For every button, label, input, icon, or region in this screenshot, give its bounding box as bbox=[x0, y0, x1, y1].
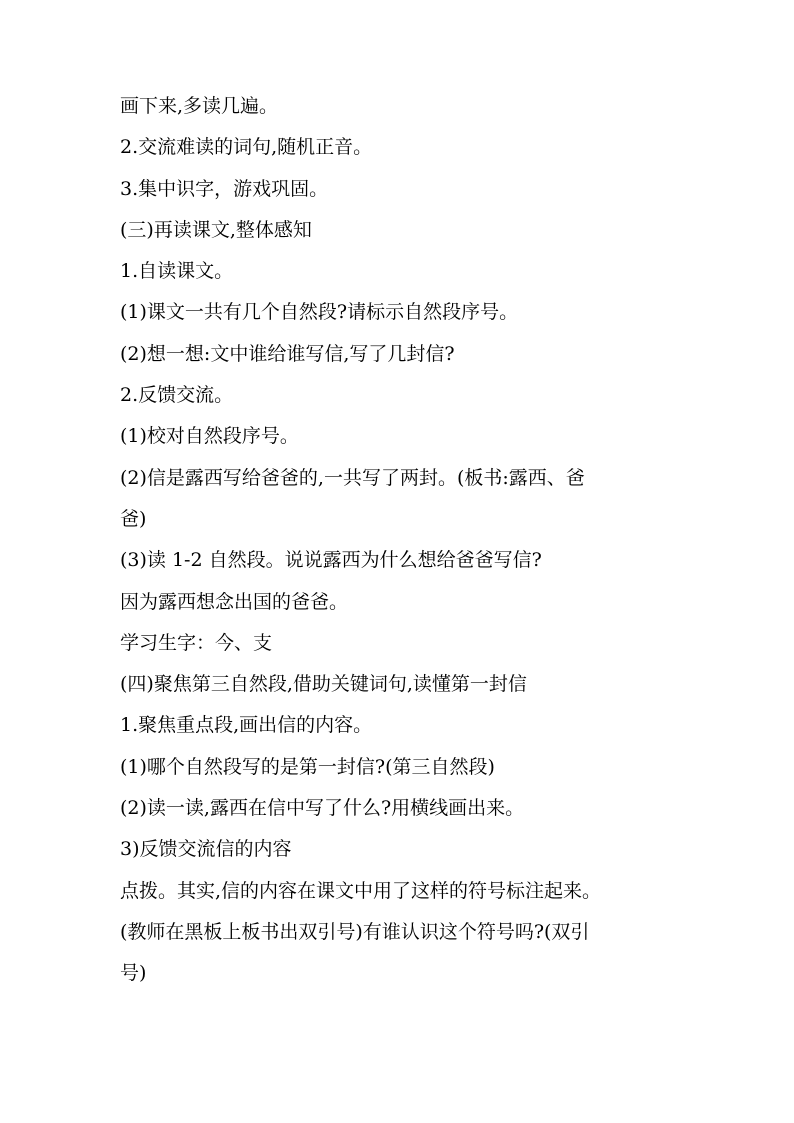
text-line: 1.自读课文。 bbox=[120, 260, 234, 283]
text-line: 学习生字：今、支 bbox=[120, 631, 273, 654]
text-line: 1.聚焦重点段,画出信的内容。 bbox=[120, 714, 373, 737]
section-heading: (四)聚焦第三自然段,借助关键词句,读懂第一封信 bbox=[120, 673, 527, 696]
text-line: (2)读一读,露西在信中写了什么?用横线画出来。 bbox=[120, 797, 525, 820]
text-line: (1)哪个自然段写的是第一封信?(第三自然段) bbox=[120, 755, 495, 778]
document-body bbox=[120, 96, 680, 1005]
text-line: (1)课文一共有几个自然段?请标示自然段序号。 bbox=[120, 301, 519, 324]
text-line: 2.反馈交流。 bbox=[120, 384, 234, 407]
text-line: (1)校对自然段序号。 bbox=[120, 425, 299, 448]
text-line: (3)读 1-2 自然段。说说露西为什么想给爸爸写信? bbox=[120, 549, 542, 572]
text-line: 2.交流难读的词句,随机正音。 bbox=[120, 136, 373, 159]
text-line: 画下来,多读几遍。 bbox=[120, 95, 279, 117]
text-line: (2)信是露西写给爸爸的,一共写了两封。(板书:露西、爸 bbox=[120, 466, 585, 489]
text-line: 3.集中识字，游戏巩固。 bbox=[120, 177, 329, 200]
text-line: 点拨。其实,信的内容在课文中用了这样的符号标注起来。 bbox=[120, 879, 602, 902]
text-line: 因为露西想念出国的爸爸。 bbox=[120, 590, 349, 613]
text-line: (2)想一想:文中谁给谁写信,写了几封信? bbox=[120, 342, 455, 365]
text-line: 3)反馈交流信的内容 bbox=[120, 838, 292, 861]
section-heading: (三)再读课文,整体感知 bbox=[120, 218, 312, 241]
text-line: 爸) bbox=[120, 507, 147, 530]
text-line: 号) bbox=[120, 962, 147, 985]
text-line: (教师在黑板上板书出双引号)有谁认识这个符号吗?(双引 bbox=[120, 920, 590, 943]
